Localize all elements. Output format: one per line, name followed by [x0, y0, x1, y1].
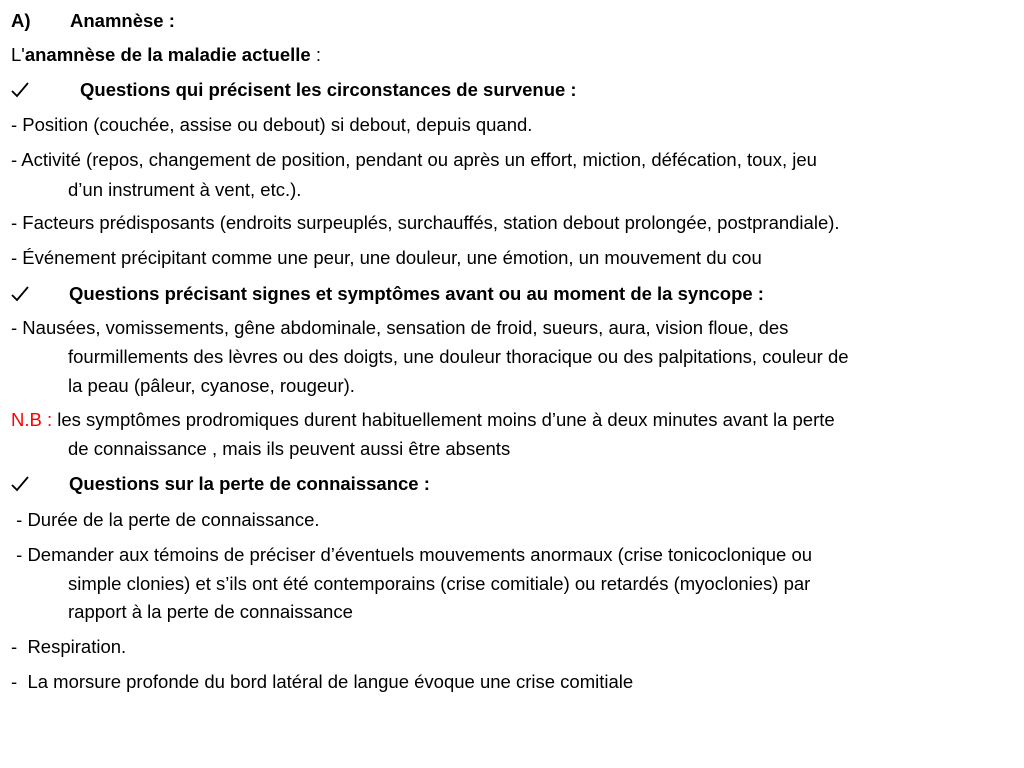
slide: A) Anamnèse : L'anamnèse de la maladie actuelle : Questions qui précisent les circonstances de survenue : - Position (couchée, assise ou debout) si debout, depuis quand. - Activité (repos, changement de position, pendant ou après un effort, miction, défécation, toux, jeu d’un instrument à vent, etc.). - Facteurs prédisposants (endroits surpeuplés, surchauffés, station debout prolongée, postprandiale). - Événement précipitant comme une peur, une douleur, une émotion, un mouvement du cou Questions précisant signes et symptômes avant ou au moment de la syncope : - Nausées, vomissements, gêne abdominale, sensation de froid, sueurs, aura, vision floue, des fourmillements des lèvres ou des doigts, une douleur thoracique ou des palpitations, couleur de la peau (pâleur, cyanose, rougeur). N.B : les symptômes prodromiques durent habituellement moins d’une à deux minutes avant la perte de connaissance , mais ils peuvent aussi être absents Questions sur la perte de connaissance : - Durée de la perte de connaissance. - Demander aux témoins de préciser d’éventuels mouvements anormaux (crise tonicoclonique ou simple clonies) et s’ils ont été contemporains (crise comitiale) ou retardés (myoclonies) par rapport à la perte de connaissance - Respiration. - La morsure profonde du bord latéral de langue évoque une crise comitiale: [0, 0, 1024, 768]
checkmark-icon: [11, 286, 29, 302]
intro-bold: anamnèse de la maladie actuelle: [24, 44, 311, 65]
block2-heading-text: Questions précisant signes et symptômes avant ou au moment de la syncope :: [69, 283, 764, 304]
section-marker: A): [11, 10, 31, 31]
section-title: Anamnèse :: [70, 10, 175, 31]
nb-label: N.B :: [11, 409, 53, 430]
checkmark-icon: [11, 82, 29, 98]
nb-text: les symptômes prodromiques durent habituellement moins d’une à deux minutes avant la perte: [52, 409, 835, 430]
block1-heading-text: Questions qui précisent les circonstances de survenue :: [80, 79, 577, 100]
checkmark-icon: [11, 476, 29, 492]
block3-heading-text: Questions sur la perte de connaissance :: [69, 473, 430, 494]
intro-prefix: L': [11, 44, 25, 65]
intro-suffix: :: [310, 44, 321, 65]
